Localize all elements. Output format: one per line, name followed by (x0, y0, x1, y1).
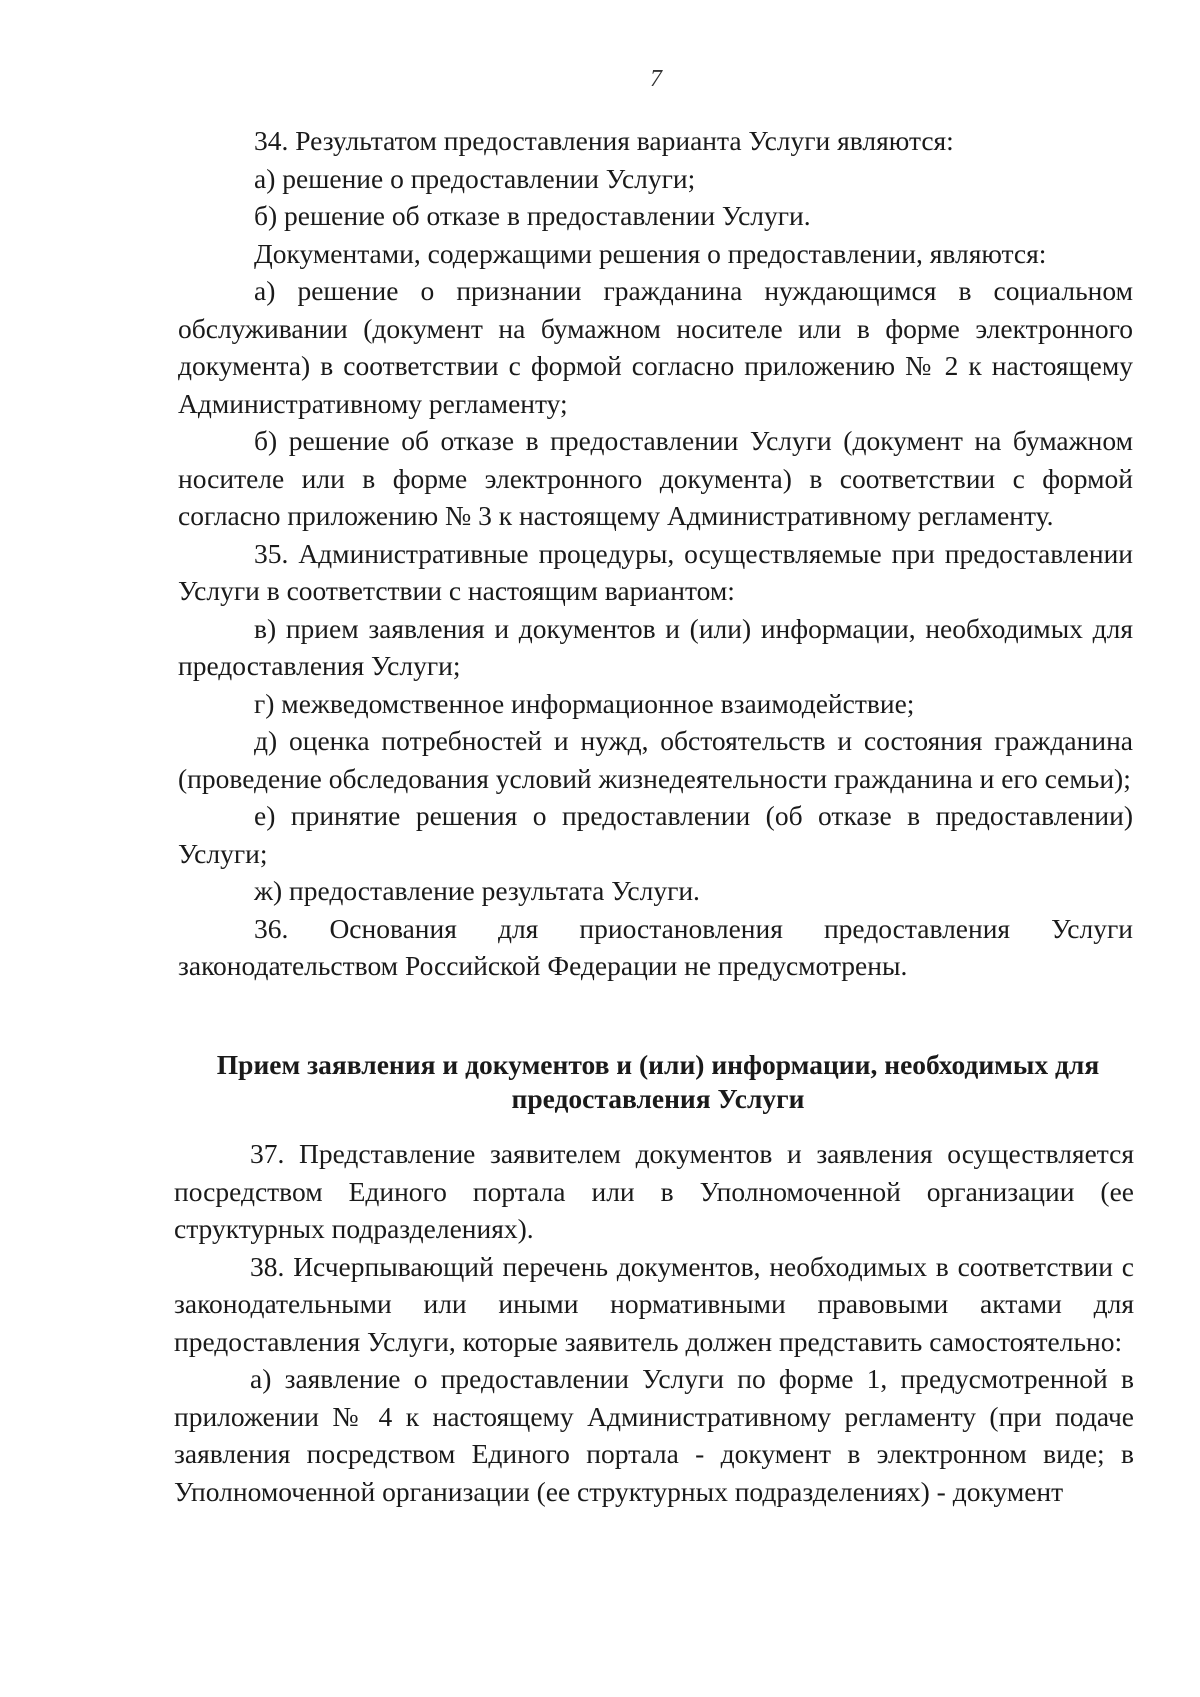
paragraph-documents-b: б) решение об отказе в предоставлении Услуги (документ на бумажном носителе или в форме электронного документа) в соответствии с формой согласно приложению № 3 к настоящему Административному регламенту. (178, 425, 1133, 531)
paragraph-34: 34. Результатом предоставления варианта Услуги являются: (254, 125, 954, 156)
paragraph-35-e: е) принятие решения о предоставлении (об отказе в предоставлении) Услуги; (178, 800, 1133, 869)
paragraph-documents-a: а) решение о признании гражданина нуждающимся в социальном обслуживании (документ на бумажном носителе или в форме электронного документа) в соответствии с формой согласно приложению № 2 к настоящему Административному регламенту; (178, 275, 1133, 419)
paragraph-37: 37. Представление заявителем документов и заявления осуществляется посредством Единого портала или в Уполномоченной организации (ее структурных подразделениях). (174, 1138, 1134, 1244)
paragraph-36: 36. Основания для приостановления предоставления Услуги законодательством Российской Федерации не предусмотрены. (178, 912, 1133, 981)
paragraph-38: 38. Исчерпывающий перечень документов, необходимых в соответствии с законодательными или иными нормативными правовыми актами для предоставления Услуги, которые заявитель должен представить самостоятельно: (174, 1250, 1134, 1357)
paragraph-35-g: г) межведомственное информационное взаимодействие; (254, 687, 915, 719)
paragraph-35-d: д) оценка потребностей и нужд, обстоятельств и состояния гражданина (проведение обследования условий жизнедеятельности гражданина и его семьи); (178, 725, 1133, 794)
document-body-bottom (174, 1135, 1134, 1510)
paragraph-34-b: б) решение об отказе в предоставлении Услуги. (254, 200, 811, 231)
section-heading-line-1: Прием заявления и документов и (или) информации, необходимых для (216, 1049, 1100, 1080)
document-body-top (178, 122, 1133, 985)
section-heading (178, 1048, 1138, 1116)
paragraph-35-zh: ж) предоставление результата Услуги. (254, 875, 700, 906)
paragraph-35-v: в) прием заявления и документов и (или) информации, необходимых для предоставления Услуги; (178, 612, 1133, 681)
paragraph-34-a: а) решение о предоставлении Услуги; (254, 162, 696, 194)
paragraph-35: 35. Административные процедуры, осуществляемые при предоставлении Услуги в соответствии с настоящим вариантом: (178, 537, 1133, 606)
page-number: 7 (650, 66, 662, 92)
paragraph-38-a: а) заявление о предоставлении Услуги по форме 1, предусмотренной в приложении № 4 к настоящему Административному регламенту (при подаче заявления посредством Единого портала - документ в электронном виде; в Уполномоченной организации (ее структурных подразделениях) - документ (174, 1363, 1134, 1507)
section-heading-line-2: предоставления Услуги (511, 1083, 805, 1114)
paragraph-documents-intro: Документами, содержащими решения о предоставлении, являются: (254, 237, 1047, 269)
